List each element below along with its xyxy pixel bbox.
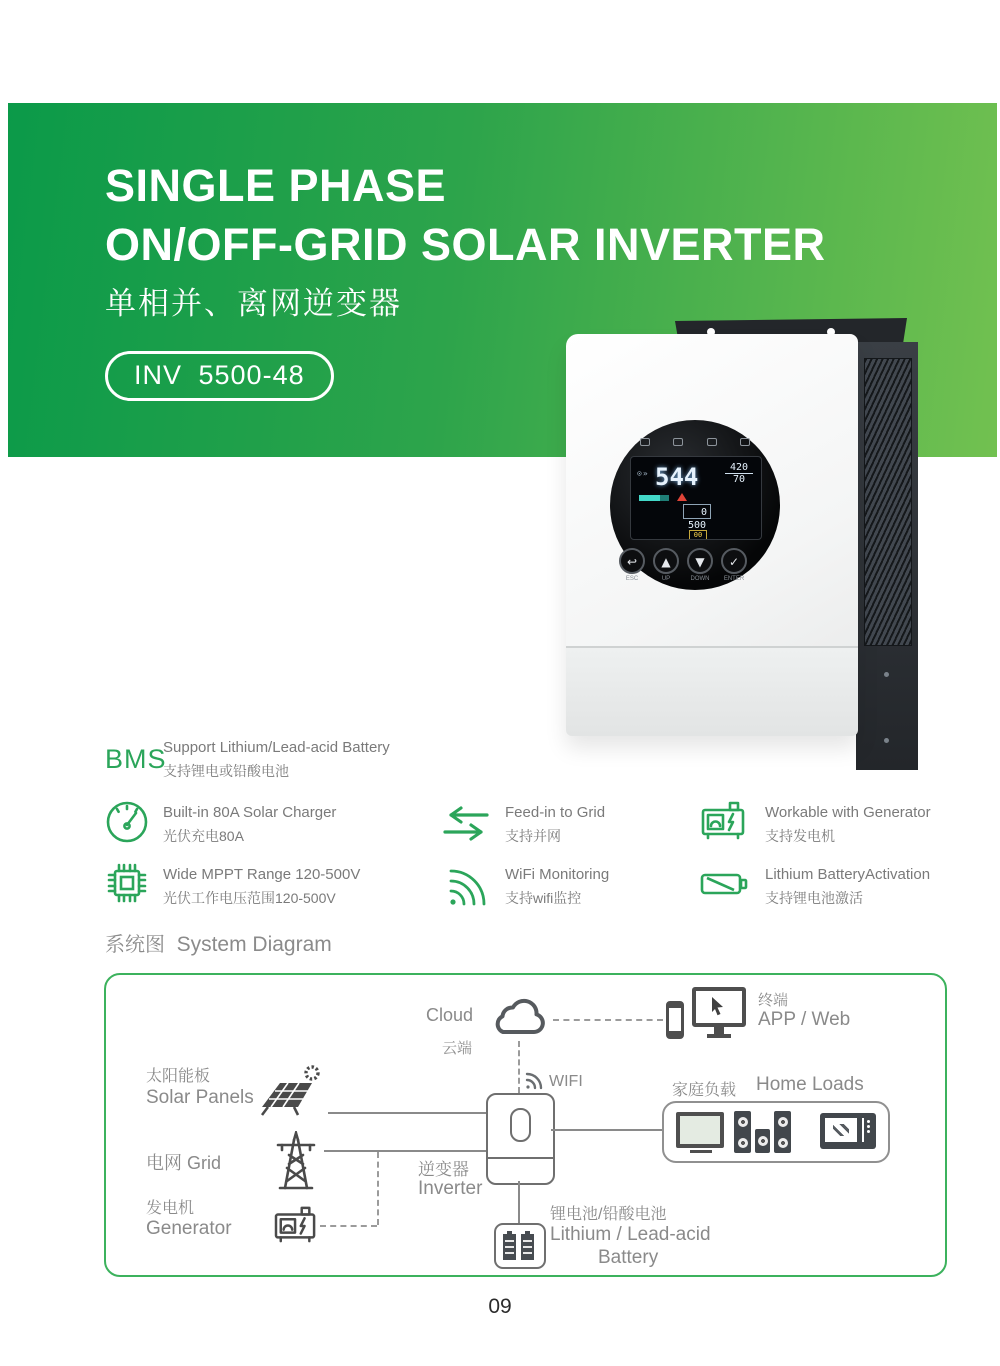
esc-button-icon: ↩ bbox=[619, 548, 645, 574]
generator-label-cn: 发电机 bbox=[146, 1200, 195, 1217]
feature-title: Workable with Generator bbox=[765, 804, 931, 821]
battery-label-cn: 锂电池/铅酸电池 bbox=[550, 1206, 667, 1223]
section-title-en: System Diagram bbox=[176, 933, 332, 956]
solar-inverter-link bbox=[328, 1112, 486, 1114]
down-button-label: DOWN bbox=[690, 576, 710, 582]
bms-title-en: Support Lithium/Lead-acid Battery bbox=[163, 739, 390, 756]
system-diagram bbox=[104, 973, 947, 1277]
grid-label-en: Grid bbox=[187, 1153, 222, 1173]
lcd-main-value: 544 bbox=[655, 463, 699, 491]
lcd-lower-value: 500 bbox=[687, 520, 707, 531]
page-subtitle-cn: 单相并、离网逆变器 bbox=[105, 286, 402, 321]
cloud-inverter-link bbox=[518, 1041, 520, 1093]
page-title-line2: ON/OFF-GRID SOLAR INVERTER bbox=[105, 219, 826, 270]
feature-title: Feed-in to Grid bbox=[505, 804, 606, 821]
lcd-top-value: 420 bbox=[725, 462, 753, 474]
ac-indicator-icon bbox=[640, 438, 650, 446]
status-indicator-row bbox=[640, 438, 750, 446]
vent-grille bbox=[864, 358, 912, 646]
up-button-icon: ▲ bbox=[653, 548, 679, 574]
chip-icon bbox=[104, 860, 150, 906]
feature-title-cn: 支持并网 bbox=[505, 828, 561, 844]
battery-label-line2: Battery bbox=[598, 1247, 659, 1268]
battery-cell bbox=[503, 1234, 516, 1260]
microwave-icon bbox=[820, 1113, 876, 1149]
bms-title-cn: 支持锂电或铅酸电池 bbox=[163, 763, 289, 779]
page-title-line1: SINGLE PHASE bbox=[105, 160, 447, 211]
enter-button-label: ENTER bbox=[723, 576, 745, 582]
generator-small-icon bbox=[272, 1205, 320, 1245]
inverter-product-image bbox=[563, 316, 923, 776]
battery-bank-icon bbox=[494, 1223, 546, 1269]
charge-indicator-icon bbox=[707, 438, 717, 446]
generator-grid-link-h bbox=[320, 1225, 377, 1227]
cloud-icon bbox=[489, 993, 551, 1039]
cursor-arrow-icon bbox=[708, 995, 728, 1019]
solar-label: Solar Panels bbox=[146, 1087, 254, 1108]
model-badge: INV 5500-48 bbox=[105, 351, 334, 401]
speakers-icon bbox=[734, 1111, 810, 1153]
feature-title: Wide MPPT Range 120-500V bbox=[163, 866, 361, 883]
enter-button-icon: ✓ bbox=[721, 548, 747, 574]
monitor-stand bbox=[714, 1027, 724, 1034]
tv-icon bbox=[676, 1112, 724, 1148]
inverter-loads-link bbox=[551, 1129, 662, 1131]
feed-in-icon bbox=[443, 806, 489, 842]
feature-title-cn: 支持发电机 bbox=[765, 828, 835, 844]
gauge-icon bbox=[104, 799, 150, 845]
wifi-small-icon bbox=[524, 1071, 544, 1091]
lcd-secondary-values bbox=[725, 462, 753, 485]
lcd-mid-value: 70 bbox=[732, 474, 746, 485]
grid-tower-icon bbox=[268, 1131, 324, 1191]
lcd-mode-icons: ⊙» bbox=[637, 469, 649, 478]
device-side-panel bbox=[856, 342, 918, 770]
battery-icon bbox=[700, 868, 750, 900]
device-front-panel bbox=[566, 334, 858, 734]
grid-label-cn: 电网 bbox=[146, 1153, 182, 1173]
terminal-label-cn: 终端 bbox=[758, 992, 789, 1009]
battery-cell bbox=[521, 1234, 534, 1260]
cloud-label-cn: 云端 bbox=[442, 1040, 473, 1057]
esc-button[interactable] bbox=[619, 548, 645, 582]
microwave-window bbox=[825, 1118, 857, 1142]
cloud-terminal-link bbox=[553, 1019, 663, 1021]
solar-label-cn: 太阳能板 bbox=[146, 1068, 211, 1085]
wifi-icon bbox=[445, 866, 489, 910]
inverter-indicator-icon bbox=[673, 438, 683, 446]
control-panel bbox=[610, 420, 780, 590]
lcd-battery-bar bbox=[639, 495, 669, 501]
screw bbox=[884, 738, 889, 743]
generator-label: Generator bbox=[146, 1218, 232, 1239]
down-button-icon: ▼ bbox=[687, 548, 713, 574]
inverter-node-divider bbox=[488, 1157, 553, 1159]
cloud-label: Cloud bbox=[426, 1005, 474, 1025]
feature-title: Lithium BatteryActivation bbox=[765, 866, 931, 883]
wifi-label: WIFI bbox=[549, 1073, 583, 1090]
fault-indicator-icon bbox=[740, 438, 750, 446]
loads-label: Home Loads bbox=[756, 1074, 864, 1095]
phone-icon bbox=[666, 1001, 684, 1039]
esc-button-label: ESC bbox=[625, 576, 639, 582]
lcd-display bbox=[630, 456, 762, 540]
monitor-base bbox=[707, 1034, 731, 1038]
generator-grid-link-v bbox=[377, 1152, 379, 1225]
section-title bbox=[105, 928, 332, 957]
speaker-tower bbox=[734, 1111, 751, 1153]
screw bbox=[884, 672, 889, 677]
panel-buttons bbox=[619, 548, 771, 582]
page-number: 09 bbox=[488, 1295, 512, 1318]
generator-icon bbox=[700, 800, 748, 842]
feature-title: WiFi Monitoring bbox=[505, 866, 610, 883]
inverter-label: Inverter bbox=[418, 1178, 483, 1199]
down-button[interactable] bbox=[687, 548, 713, 582]
lcd-warning-icon bbox=[677, 493, 687, 501]
inverter-label-cn: 逆变器 bbox=[418, 1160, 469, 1179]
microwave-controls bbox=[862, 1118, 873, 1142]
inverter-node bbox=[486, 1093, 555, 1185]
inverter-battery-link bbox=[518, 1181, 520, 1225]
inverter-node-display bbox=[510, 1108, 531, 1142]
feature-title-cn: 光伏工作电压范围120-500V bbox=[163, 890, 336, 906]
loads-label-cn: 家庭负载 bbox=[672, 1082, 737, 1099]
section-title-cn: 系统图 bbox=[105, 934, 165, 956]
speaker-tower bbox=[774, 1111, 791, 1153]
feature-title-cn: 支持锂电池激活 bbox=[765, 890, 863, 906]
enter-button[interactable] bbox=[721, 548, 747, 582]
feature-title: Built-in 80A Solar Charger bbox=[163, 804, 337, 821]
lcd-center-value: 0 bbox=[683, 504, 711, 519]
feature-title-cn: 支持wifi监控 bbox=[505, 890, 582, 906]
terminal-label: APP / Web bbox=[758, 1009, 851, 1030]
battery-label-line1: Lithium / Lead-acid bbox=[550, 1224, 711, 1245]
speaker-sub bbox=[755, 1129, 770, 1153]
grid-inverter-link bbox=[324, 1150, 486, 1152]
solar-panel-icon bbox=[254, 1061, 328, 1117]
monitor-icon bbox=[692, 987, 746, 1027]
tv-stand bbox=[690, 1150, 712, 1153]
up-button-label: UP bbox=[661, 576, 671, 582]
device-lower-section bbox=[566, 646, 858, 736]
feature-title-cn: 光伏充电80A bbox=[163, 828, 244, 844]
grid-label bbox=[146, 1149, 221, 1175]
lcd-small-value: 00 bbox=[689, 530, 707, 540]
up-button[interactable] bbox=[653, 548, 679, 582]
bms-acronym: BMS bbox=[105, 744, 167, 774]
home-loads-box bbox=[662, 1101, 890, 1163]
